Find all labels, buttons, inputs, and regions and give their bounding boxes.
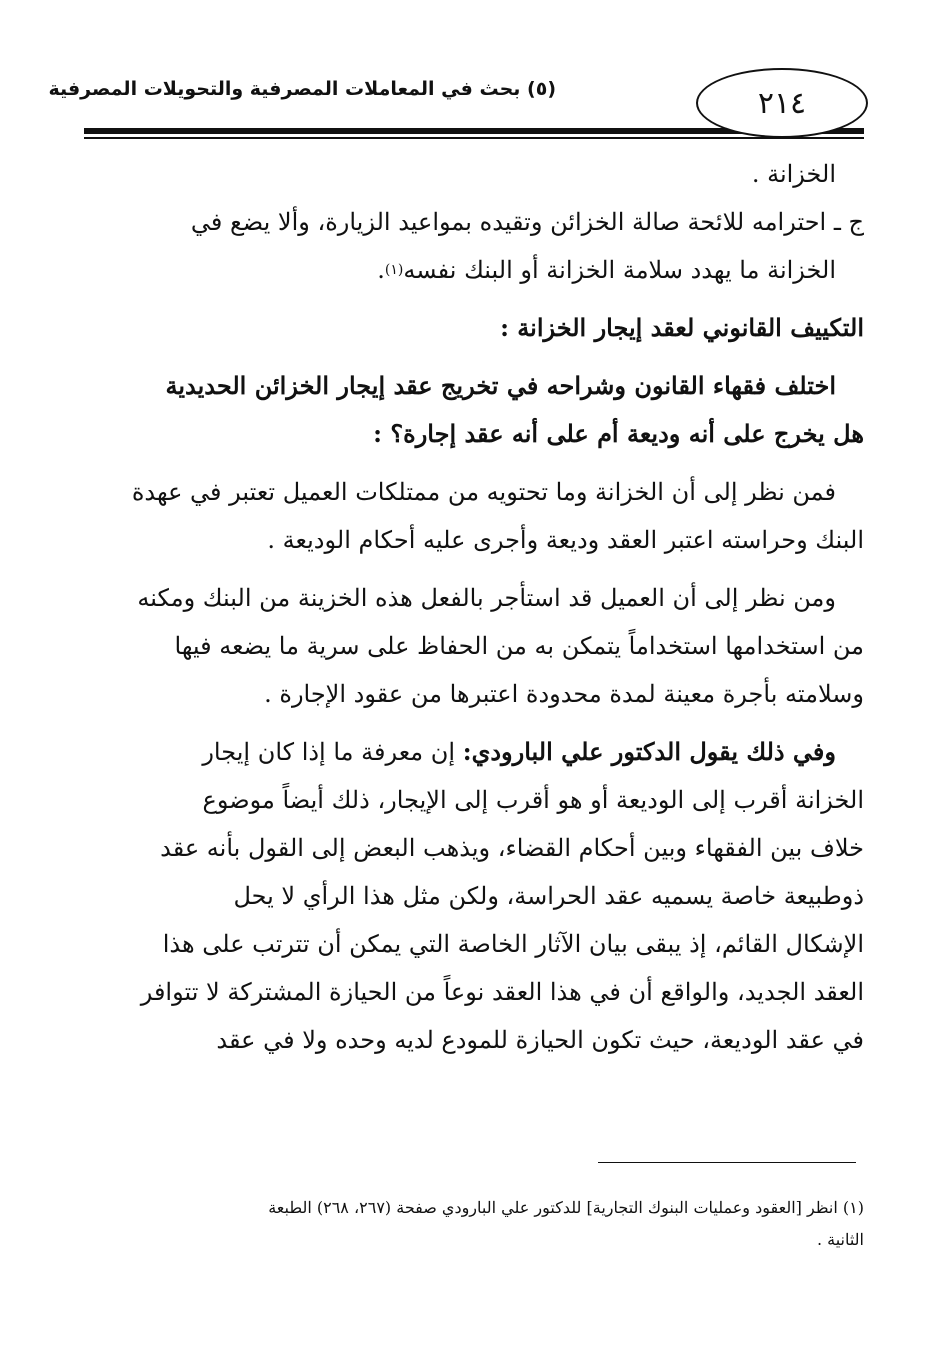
footnote-separator bbox=[598, 1162, 856, 1163]
text-line: اختلف فقهاء القانون وشراحه في تخريج عقد إيجار الخزائن الحديدية bbox=[165, 371, 836, 400]
text-line: العقد الجديد، والواقع أن في هذا العقد نوعاً من الحيازة المشتركة لا تتوافر bbox=[140, 978, 864, 1006]
text-line: ومن نظر إلى أن العميل قد استأجر بالفعل هذه الخزينة من البنك ومكنه bbox=[137, 584, 836, 612]
running-title: (٥) بحث في المعاملات المصرفية والتحويلات المصرفية bbox=[48, 78, 556, 100]
page-number: ٢١٤ bbox=[696, 68, 868, 138]
footnote-line: (١) انظر [العقود وعمليات البنوك التجارية] للدكتور علي البارودي صفحة (٢٦٧، ٢٦٨) الطبعة bbox=[268, 1198, 864, 1217]
text-line: فمن نظر إلى أن الخزانة وما تحتويه من ممتلكات العميل تعتبر في عهدة bbox=[131, 478, 836, 506]
text-line: وسلامته بأجرة معينة لمدة محدودة اعتبرها من عقود الإجارة . bbox=[264, 680, 864, 708]
text-line: ج ـ احترامه للائحة صالة الخزائن وتقيده بمواعيد الزيارة، وألا يضع في bbox=[190, 208, 864, 236]
footnote-line: الثانية . bbox=[816, 1230, 864, 1249]
text-line: ذوطبيعة خاصة يسميه عقد الحراسة، ولكن مثل هذا الرأي لا يحل bbox=[233, 882, 864, 910]
text-line: الخزانة ما يهدد سلامة الخزانة أو البنك نفسه (١) . bbox=[82, 246, 864, 294]
text-line: من استخدامها استخداماً يتمكن به من الحفاظ على سرية ما يضعه فيها bbox=[174, 632, 864, 660]
text-line: في عقد الوديعة، حيث تكون الحيازة للمودع لديه وحده ولا في عقد bbox=[216, 1026, 864, 1054]
text-line: الخزانة أقرب إلى الوديعة أو هو أقرب إلى الإيجار، ذلك أيضاً موضوع bbox=[202, 786, 864, 814]
text-line: وفي ذلك يقول الدكتور علي البارودي: إن معرفة ما إذا كان إيجار bbox=[202, 737, 836, 766]
text-line: الخزانة . bbox=[751, 160, 836, 188]
text-line: هل يخرج على أنه وديعة أم على أنه عقد إجارة؟ : bbox=[373, 419, 864, 448]
text-line: خلاف بين الفقهاء وبين أحكام القضاء، ويذهب البعض إلى القول بأنه عقد bbox=[160, 834, 864, 862]
header-rule-thin bbox=[84, 137, 864, 139]
page-header bbox=[48, 62, 864, 142]
footnote bbox=[82, 1192, 864, 1256]
footnote-ref: (١) bbox=[384, 262, 404, 278]
section-heading: التكييف القانوني لعقد إيجار الخزانة : bbox=[500, 313, 864, 342]
text-line: الإشكال القائم، إذ يبقى بيان الآثار الخاصة التي يمكن أن تترتب على هذا bbox=[162, 930, 864, 958]
body-text bbox=[82, 150, 864, 1064]
text-line: البنك وحراسته اعتبر العقد وديعة وأجرى عليه أحكام الوديعة . bbox=[267, 526, 864, 554]
